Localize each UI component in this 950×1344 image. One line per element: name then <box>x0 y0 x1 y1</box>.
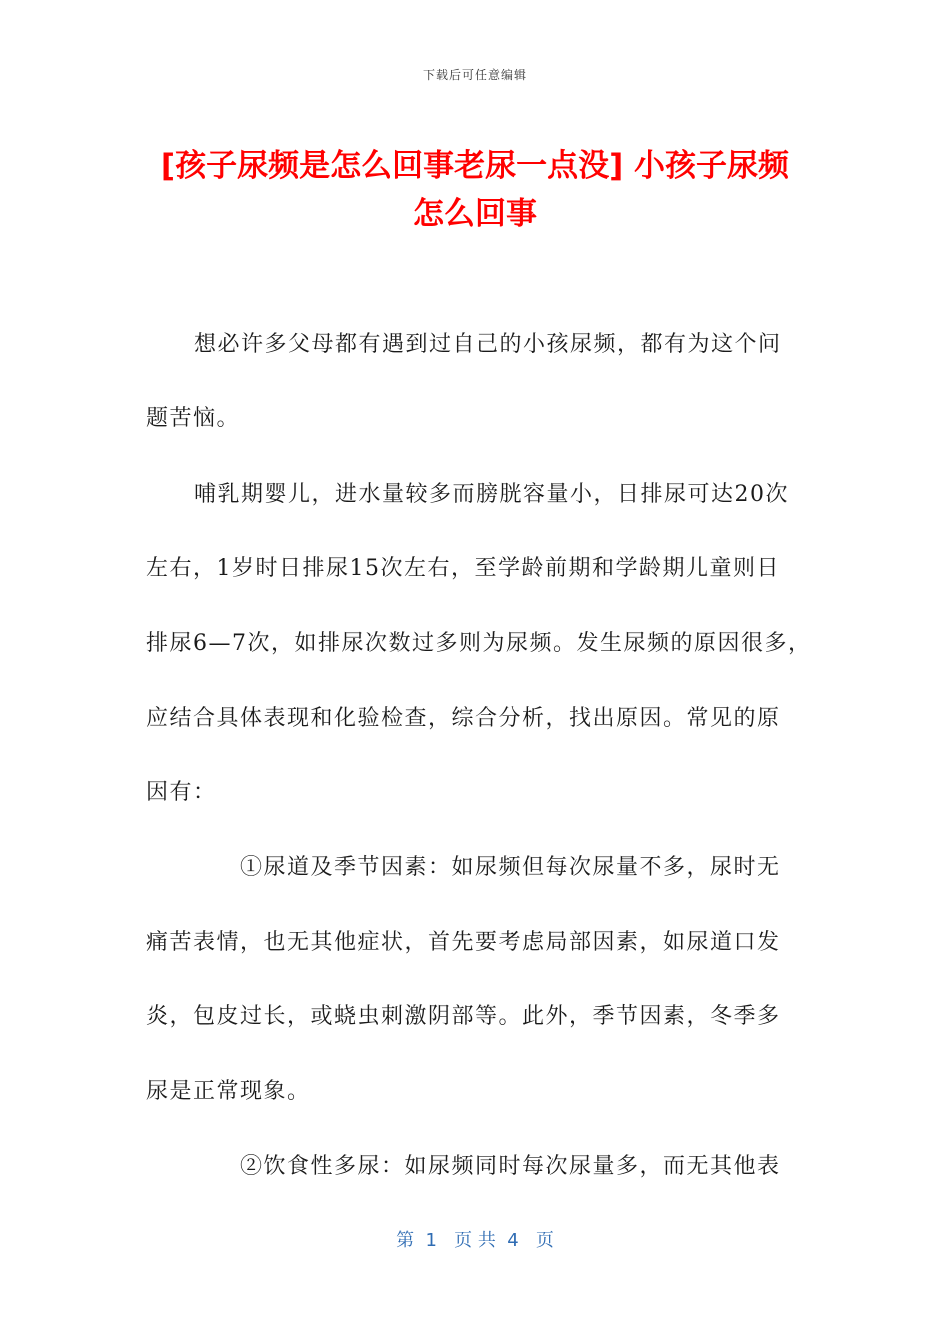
page-header-note: 下载后可任意编辑 <box>422 68 527 82</box>
paragraph-3-line-2: 痛苦表情，也无其他症状，首先要考虑局部因素，如尿道口发 <box>146 930 781 955</box>
paragraph-4-line-1: ②饮食性多尿：如尿频同时每次尿量多，而无其他表 <box>240 1154 781 1179</box>
paragraph-2-line-2: 左右，1岁时日排尿15次左右，至学龄前期和学龄期儿童则日 <box>146 556 780 581</box>
paragraph-2-line-5: 因有： <box>146 780 217 805</box>
paragraph-3-line-3: 炎，包皮过长，或蛲虫刺激阴部等。此外，季节因素，冬季多 <box>146 1004 781 1029</box>
paragraph-2-line-1: 哺乳期婴儿，进水量较多而膀胱容量小，日排尿可达20次 <box>194 482 789 507</box>
paragraph-2-line-4: 应结合具体表现和化验检查，综合分析，找出原因。常见的原 <box>146 706 781 731</box>
paragraph-3-line-1: ①尿道及季节因素：如尿频但每次尿量不多，尿时无 <box>240 855 781 880</box>
paragraph-2-line-3: 排尿6—7次，如排尿次数过多则为尿频。发生尿频的原因很多， <box>146 631 812 656</box>
paragraph-1-line-1: 想必许多父母都有遇到过自己的小孩尿频，都有为这个问 <box>194 332 782 357</box>
document-title: [孩子尿频是怎么回事老尿一点没] 小孩子尿频怎么回事 <box>160 148 790 232</box>
paragraph-3-line-4: 尿是正常现象。 <box>146 1079 311 1104</box>
page-footer: 第 1 页 共 4 页 <box>396 1230 554 1251</box>
paragraph-1-line-2: 题苦恼。 <box>146 406 241 431</box>
